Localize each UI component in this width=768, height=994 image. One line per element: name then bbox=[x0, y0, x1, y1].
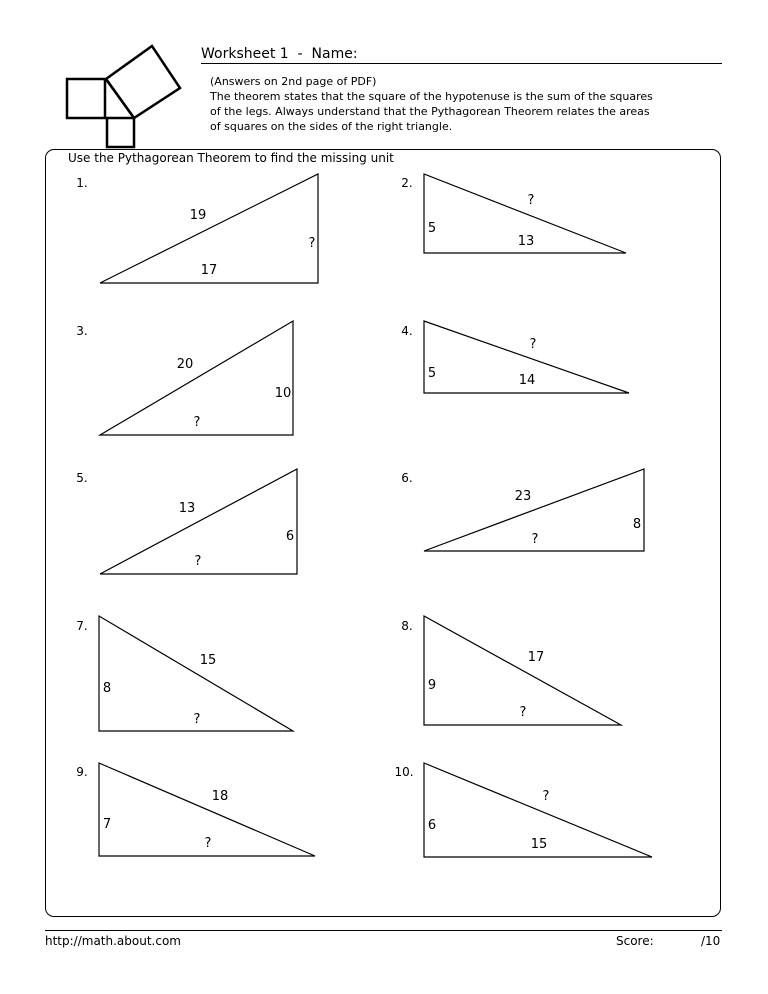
vertical-leg-label: ? bbox=[308, 236, 316, 251]
problem-number: 6. bbox=[401, 471, 413, 485]
hypotenuse-label: 19 bbox=[189, 208, 207, 223]
hypotenuse-label: 13 bbox=[178, 501, 196, 516]
horizontal-leg-label: 15 bbox=[530, 837, 548, 852]
problem-number: 3. bbox=[76, 324, 88, 338]
hypotenuse-label: 23 bbox=[514, 489, 532, 504]
problem-number: 9. bbox=[76, 765, 88, 779]
vertical-leg-label: 6 bbox=[427, 818, 437, 833]
answers-note: (Answers on 2nd page of PDF) bbox=[210, 75, 377, 88]
problem-number: 4. bbox=[401, 324, 413, 338]
vertical-leg-label: 10 bbox=[274, 386, 292, 401]
hypotenuse-label: ? bbox=[527, 193, 535, 208]
problem-number: 7. bbox=[76, 619, 88, 633]
footer-url[interactable]: http://math.about.com bbox=[45, 934, 181, 948]
worksheet-title: Worksheet 1 - Name: bbox=[201, 46, 358, 62]
horizontal-leg-label: ? bbox=[193, 415, 201, 430]
vertical-leg-label: 5 bbox=[427, 366, 437, 381]
horizontal-leg-label: ? bbox=[194, 554, 202, 569]
instruction-text: Use the Pythagorean Theorem to find the missing unit bbox=[68, 151, 394, 165]
description-line: of the legs. Always understand that the Pythagorean Theorem relates the areas bbox=[210, 105, 650, 118]
hypotenuse-label: 18 bbox=[211, 789, 229, 804]
vertical-leg-label: 6 bbox=[285, 529, 295, 544]
description-line: The theorem states that the square of the hypotenuse is the sum of the squares bbox=[210, 90, 653, 103]
problem-number: 8. bbox=[401, 619, 413, 633]
problem-number: 10. bbox=[394, 765, 414, 779]
horizontal-leg-label: 14 bbox=[518, 373, 536, 388]
vertical-leg-label: 7 bbox=[102, 817, 112, 832]
vertical-leg-label: 8 bbox=[102, 681, 112, 696]
problem-number: 5. bbox=[76, 471, 88, 485]
problem-number: 2. bbox=[401, 176, 413, 190]
vertical-leg-label: 5 bbox=[427, 221, 437, 236]
hypotenuse-label: 15 bbox=[199, 653, 217, 668]
vertical-leg-label: 8 bbox=[632, 517, 642, 532]
hypotenuse-label: ? bbox=[529, 337, 537, 352]
hypotenuse-label: ? bbox=[542, 789, 550, 804]
horizontal-leg-label: ? bbox=[519, 705, 527, 720]
horizontal-leg-label: 17 bbox=[200, 263, 218, 278]
vertical-leg-label: 9 bbox=[427, 678, 437, 693]
hypotenuse-label: 20 bbox=[176, 357, 194, 372]
description-line: of squares on the sides of the right triangle. bbox=[210, 120, 453, 133]
footer-rule bbox=[45, 930, 722, 931]
score-total: /10 bbox=[701, 934, 721, 948]
horizontal-leg-label: ? bbox=[204, 836, 212, 851]
horizontal-leg-label: ? bbox=[531, 532, 539, 547]
horizontal-leg-label: 13 bbox=[517, 234, 535, 249]
horizontal-leg-label: ? bbox=[193, 712, 201, 727]
problem-number: 1. bbox=[76, 176, 88, 190]
score-label: Score: bbox=[616, 934, 654, 948]
hypotenuse-label: 17 bbox=[527, 650, 545, 665]
